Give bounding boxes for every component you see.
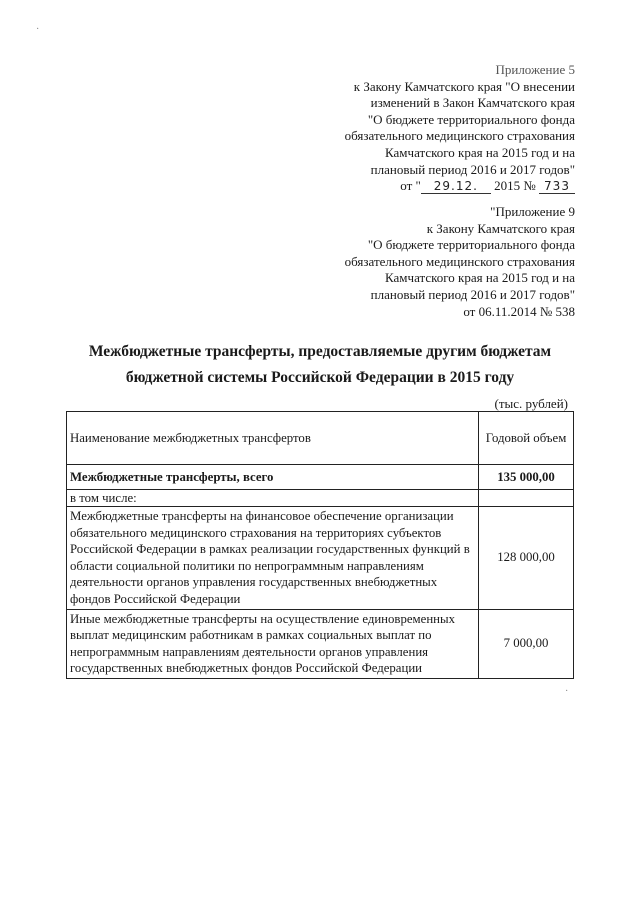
including-row xyxy=(67,490,574,507)
annex-5-line: плановый период 2016 и 2017 годов" xyxy=(370,161,575,177)
document-title-line: бюджетной системы Российской Федерации в 2015 году xyxy=(125,369,515,386)
document-title xyxy=(60,339,580,391)
annex-5-header xyxy=(345,62,575,195)
row-name-cell: Иные межбюджетные трансферты на осуществление единовременных выплат медицинским работникам в рамках социальных выплат по непрограммным направлениям деятельности органов управления государственных внебюджетных фондов Российской Федерации xyxy=(67,609,479,678)
annex-5-title: Приложение 5 xyxy=(495,62,575,77)
annex-9-line: Камчатского края на 2015 год и на xyxy=(385,270,575,286)
table-header-row xyxy=(67,412,574,465)
table-row xyxy=(67,507,574,610)
annex-5-line: к Закону Камчатского края "О внесении xyxy=(353,78,575,94)
annex-9-title: "Приложение 9 xyxy=(490,204,575,219)
row-name-cell: Межбюджетные трансферты на финансовое обеспечение организации обязательного медицинского страхования на территориях субъектов Российской Федерации в рамках реализации государственных функций в области социальной политики по непрограммным направлениям деятельности органов управления государственных внебюджетных фондов Российской Федерации xyxy=(67,507,479,610)
total-name-cell: Межбюджетные трансферты, всего xyxy=(67,465,479,490)
annex-5-line: изменений в Закон Камчатского края xyxy=(370,95,575,111)
total-row xyxy=(67,465,574,490)
annex-9-header xyxy=(345,204,575,320)
units-note: (тыс. рублей) xyxy=(494,396,568,411)
annex-9-line: плановый период 2016 и 2017 годов" xyxy=(370,286,575,302)
handwritten-number: 733 xyxy=(539,180,575,194)
scan-mark-top: · xyxy=(36,24,40,35)
header-name-cell: Наименование межбюджетных трансфертов xyxy=(67,412,479,465)
including-label: в том числе: xyxy=(67,490,479,507)
row-value-cell: 128 000,00 xyxy=(479,507,574,610)
annex-5-line: обязательного медицинского страхования xyxy=(344,128,575,144)
table-row xyxy=(67,609,574,678)
date-prefix: от " xyxy=(400,178,421,194)
annex-5-date-line xyxy=(345,178,575,195)
including-empty-cell xyxy=(479,490,574,507)
header-value-cell: Годовой объем xyxy=(479,412,574,465)
total-value-cell: 135 000,00 xyxy=(479,465,574,490)
annex-5-line: Камчатского края на 2015 год и на xyxy=(385,144,575,160)
row-value-cell: 7 000,00 xyxy=(479,609,574,678)
date-year: 2015 № xyxy=(494,178,539,194)
document-title-line: Межбюджетные трансферты, предоставляемые другим бюджетам xyxy=(88,343,552,360)
annex-5-line: "О бюджете территориального фонда xyxy=(367,111,575,127)
handwritten-date: 29.12. xyxy=(421,180,491,194)
annex-9-date-line: от 06.11.2014 № 538 xyxy=(463,303,575,319)
scan-mark-bottom: · xyxy=(565,686,569,697)
annex-9-line: обязательного медицинского страхования xyxy=(344,253,575,269)
transfers-table xyxy=(66,411,574,679)
annex-9-line: "О бюджете территориального фонда xyxy=(367,237,575,253)
annex-9-line: к Закону Камчатского края xyxy=(426,220,575,236)
